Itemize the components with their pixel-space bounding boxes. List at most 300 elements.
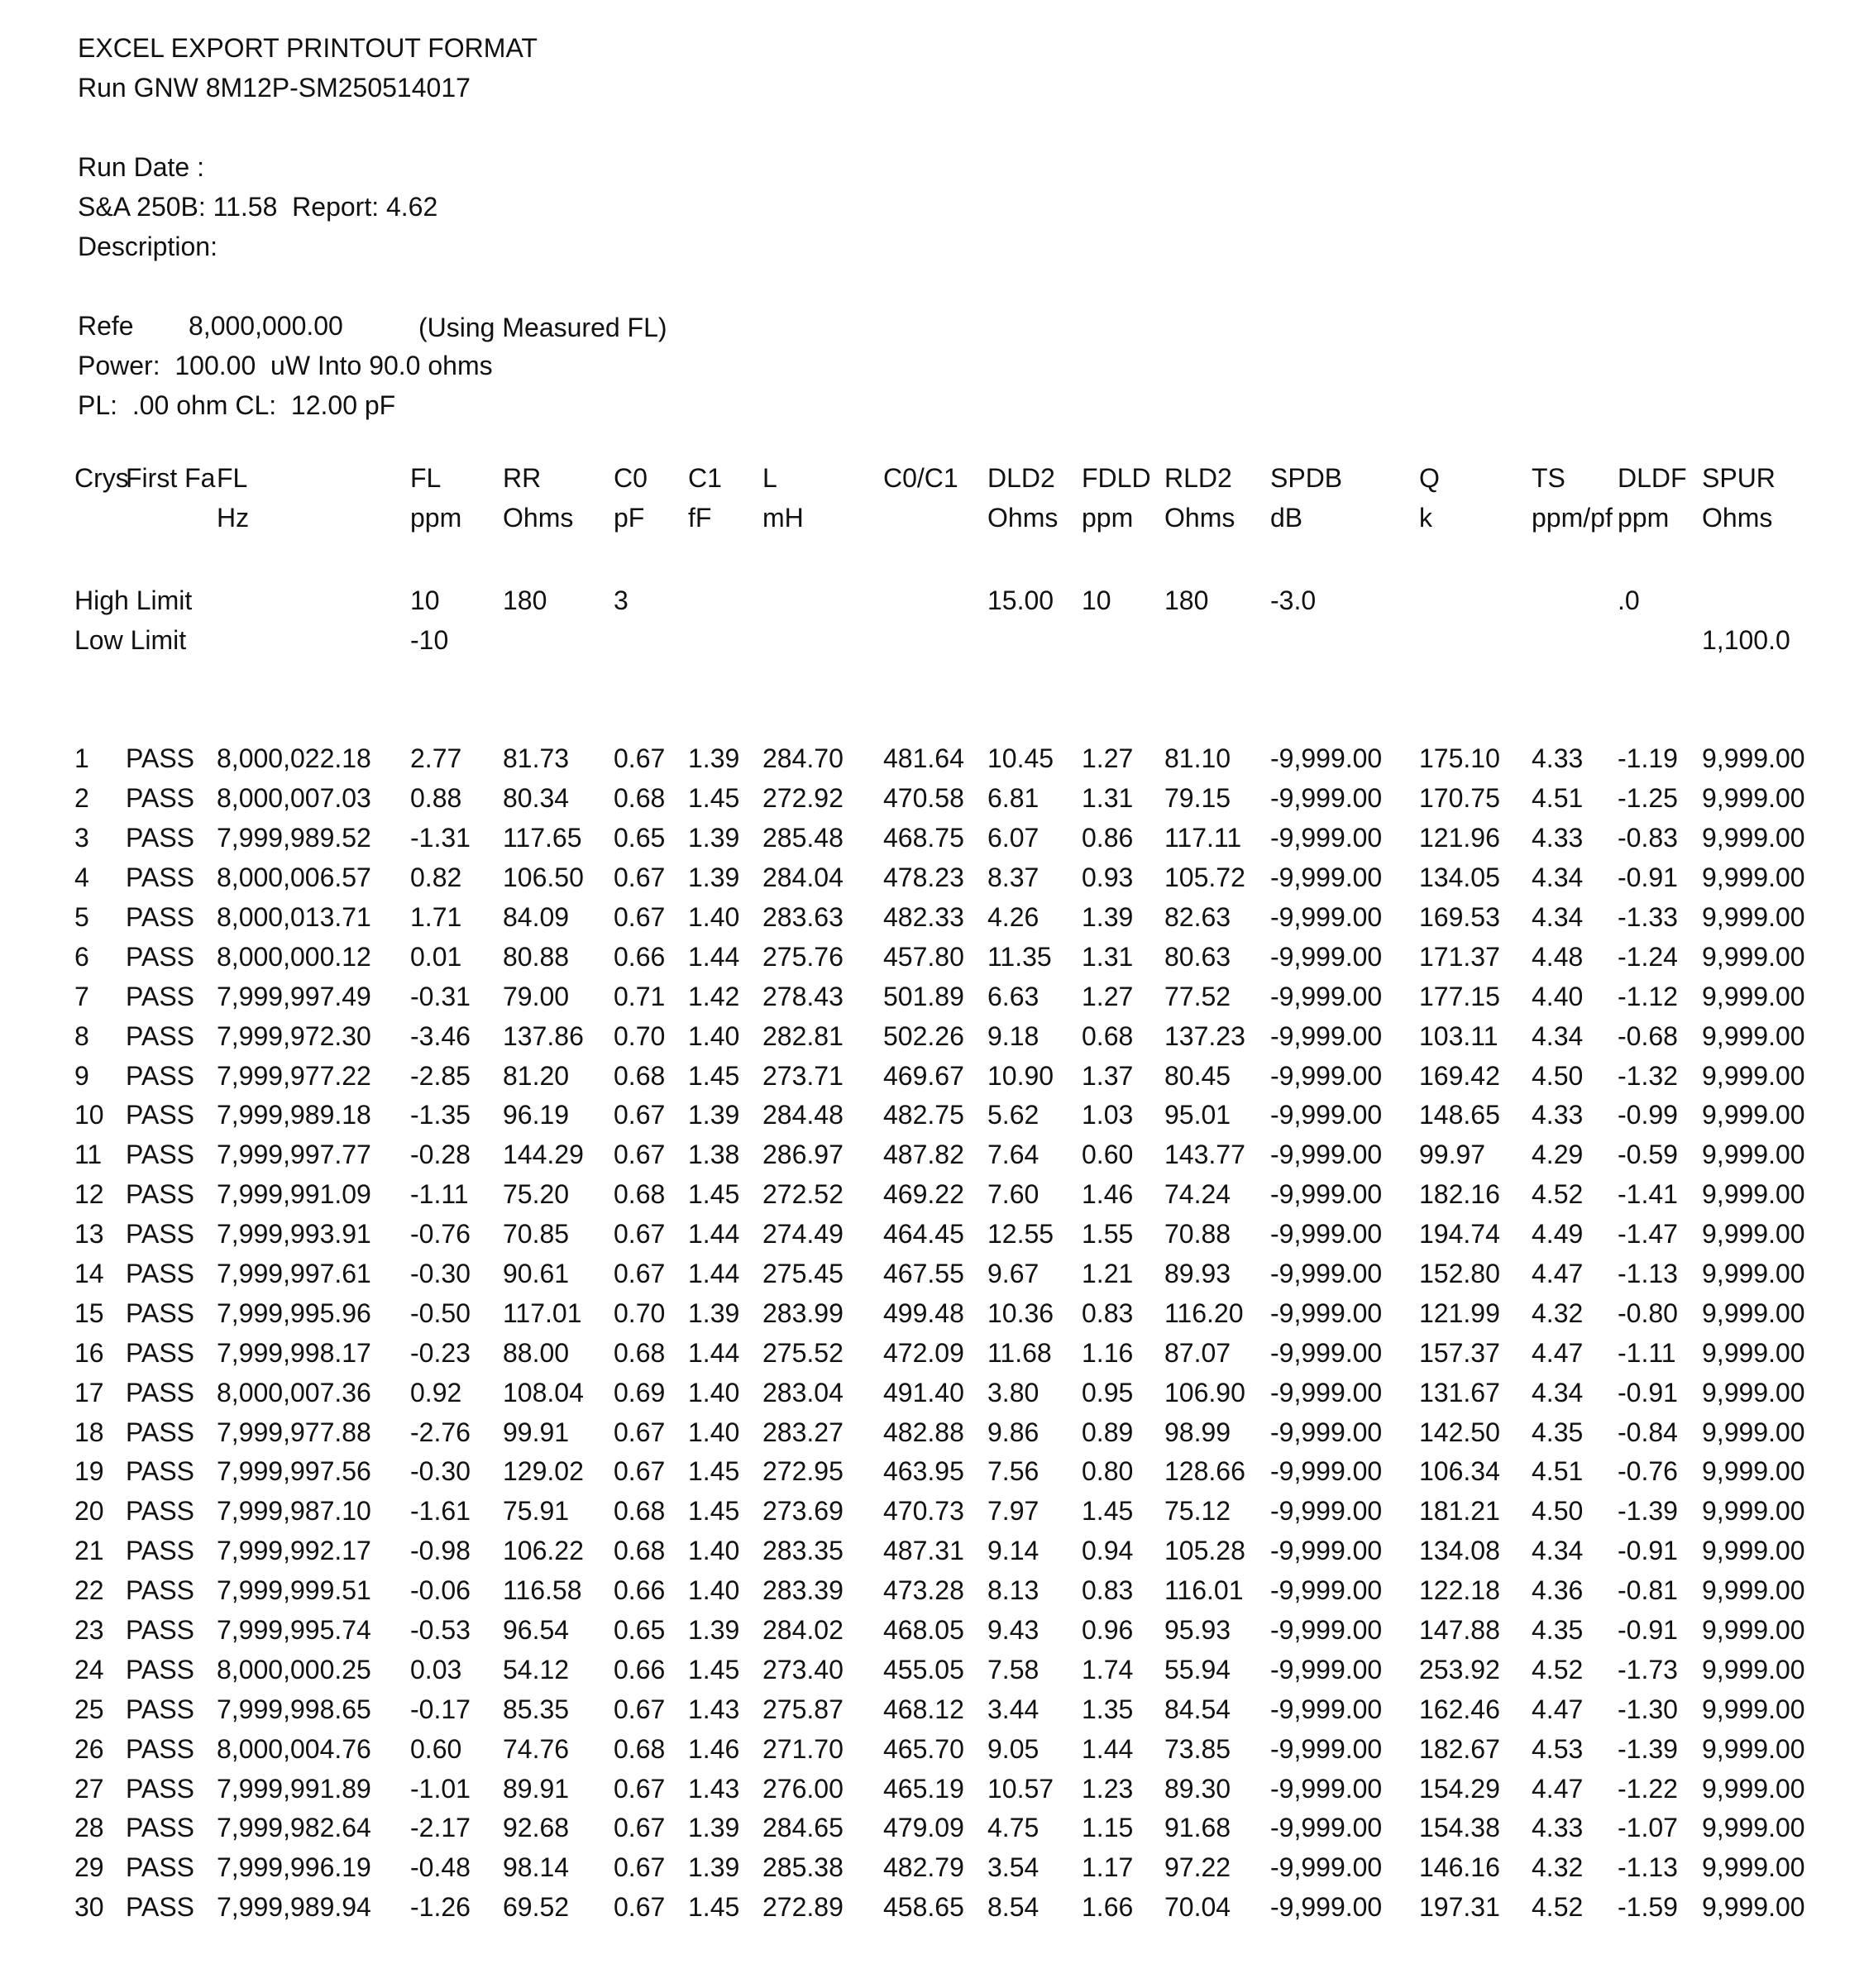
cell-fl-ppm: -0.76	[410, 1219, 471, 1250]
cell-rld2: 82.63	[1164, 902, 1231, 932]
cell-status: PASS	[126, 1733, 194, 1764]
cell-c0: 0.68	[614, 1733, 666, 1764]
cell-c0-c1: 455.05	[883, 1654, 964, 1685]
cell-spdb: -9,999.00	[1270, 1060, 1383, 1091]
cell-fl-hz: 8,000,006.57	[217, 863, 371, 893]
cell-fl-ppm: -0.53	[410, 1615, 471, 1646]
cell-q: 169.42	[1419, 1060, 1500, 1091]
cell-status: PASS	[126, 1060, 194, 1091]
low-limit-l	[762, 620, 883, 660]
load-setting: PL: .00 ohm CL: 12.00 pF	[78, 390, 396, 420]
cell-fdld: 0.83	[1082, 1575, 1134, 1606]
cell-c0: 0.70	[614, 1297, 666, 1328]
table-row	[74, 1135, 1828, 1175]
cell-l: 282.81	[762, 1020, 844, 1051]
high-limit-fl-ppm: 10	[410, 585, 440, 615]
cell-crystal: 11	[74, 1140, 103, 1170]
table-row	[74, 1175, 1828, 1215]
cell-spdb: -9,999.00	[1270, 1892, 1383, 1923]
cell-c1: 1.44	[688, 1337, 740, 1368]
cell-l: 284.48	[762, 1100, 844, 1130]
table-row	[74, 1650, 1828, 1689]
cell-c1: 1.40	[688, 1536, 740, 1566]
cell-dldf: -1.13	[1618, 1259, 1678, 1289]
cell-fl-hz: 8,000,004.76	[217, 1733, 371, 1764]
cell-status: PASS	[126, 1297, 194, 1328]
cell-spur: 9,999.00	[1702, 981, 1805, 1011]
cell-crystal: 26	[74, 1733, 104, 1764]
cell-rr: 75.20	[503, 1179, 570, 1210]
cell-dld2: 9.86	[987, 1417, 1040, 1447]
table-row	[74, 1571, 1828, 1611]
cell-ts: 4.47	[1532, 1259, 1584, 1289]
cell-dldf: -1.59	[1618, 1892, 1678, 1923]
table-row	[74, 1809, 1828, 1848]
cell-crystal: 16	[74, 1337, 104, 1368]
cell-fl-ppm: 0.60	[410, 1733, 462, 1764]
cell-c0-c1: 458.65	[883, 1892, 964, 1923]
cell-c0-c1: 502.26	[883, 1020, 964, 1051]
cell-fl-ppm: -2.85	[410, 1060, 471, 1091]
low-limit-ts	[1532, 620, 1618, 660]
cell-fl-hz: 8,000,000.25	[217, 1654, 371, 1685]
cell-dldf: -1.13	[1618, 1852, 1678, 1883]
cell-status: PASS	[126, 1892, 194, 1923]
cell-status: PASS	[126, 1020, 194, 1051]
cell-crystal: 22	[74, 1575, 104, 1606]
cell-dld2: 11.35	[987, 941, 1052, 972]
table-row	[74, 977, 1828, 1016]
cell-fl-ppm: -2.17	[410, 1813, 471, 1843]
cell-rld2: 77.52	[1164, 981, 1231, 1011]
cell-c1: 1.40	[688, 1417, 740, 1447]
cell-crystal: 21	[74, 1536, 104, 1566]
reference-frequency: 8,000,000.00	[189, 311, 343, 341]
cell-ts: 4.35	[1532, 1417, 1584, 1447]
cell-fl-ppm: 2.77	[410, 743, 462, 774]
cell-ts: 4.52	[1532, 1179, 1584, 1210]
cell-dldf: -1.47	[1618, 1219, 1678, 1250]
cell-spdb: -9,999.00	[1270, 1575, 1383, 1606]
cell-fl-ppm: -0.50	[410, 1297, 471, 1328]
high-limit-crystal: High Limit	[74, 585, 193, 615]
low-limit-dld2	[987, 620, 1082, 660]
low-limit-spdb	[1270, 620, 1419, 660]
cell-fdld: 0.60	[1082, 1140, 1134, 1170]
cell-c1: 1.45	[688, 1892, 740, 1923]
cell-rr: 92.68	[503, 1813, 570, 1843]
cell-dldf: -0.91	[1618, 1615, 1678, 1646]
cell-rld2: 75.12	[1164, 1496, 1231, 1527]
cell-fl-ppm: 0.82	[410, 863, 462, 893]
cell-fdld: 0.94	[1082, 1536, 1134, 1566]
cell-c0-c1: 470.73	[883, 1496, 964, 1527]
cell-l: 275.52	[762, 1337, 844, 1368]
cell-c0-c1: 482.79	[883, 1852, 964, 1883]
cell-spur: 9,999.00	[1702, 1575, 1805, 1606]
cell-rr: 88.00	[503, 1337, 570, 1368]
column-header-rld2: RLD2	[1164, 463, 1232, 493]
cell-ts: 4.34	[1532, 1536, 1584, 1566]
cell-fdld: 0.68	[1082, 1020, 1134, 1051]
cell-c1: 1.40	[688, 902, 740, 932]
low-limit-row	[74, 620, 1828, 660]
high-limit-rr: 180	[503, 585, 547, 615]
cell-dld2: 7.56	[987, 1456, 1040, 1487]
high-limit-c0-c1	[883, 581, 987, 620]
cell-c0: 0.69	[614, 1377, 666, 1407]
cell-c0: 0.66	[614, 1575, 666, 1606]
cell-ts: 4.48	[1532, 941, 1584, 972]
cell-l: 272.95	[762, 1456, 844, 1487]
cell-c0-c1: 482.33	[883, 902, 964, 932]
cell-dld2: 10.57	[987, 1773, 1054, 1804]
cell-status: PASS	[126, 1219, 194, 1250]
low-limit-crystal: Low Limit	[74, 624, 187, 655]
cell-dld2: 8.13	[987, 1575, 1040, 1606]
cell-q: 171.37	[1419, 941, 1500, 972]
cell-rr: 80.34	[503, 783, 570, 814]
cell-spdb: -9,999.00	[1270, 1337, 1383, 1368]
cell-fl-hz: 7,999,987.10	[217, 1496, 371, 1527]
cell-q: 181.21	[1419, 1496, 1500, 1527]
cell-l: 284.65	[762, 1813, 844, 1843]
column-unit-spdb: dB	[1270, 503, 1303, 533]
cell-spdb: -9,999.00	[1270, 1140, 1383, 1170]
cell-l: 272.89	[762, 1892, 844, 1923]
cell-fdld: 1.17	[1082, 1852, 1134, 1883]
cell-q: 134.05	[1419, 863, 1500, 893]
cell-l: 273.69	[762, 1496, 844, 1527]
cell-fl-hz: 7,999,977.22	[217, 1060, 371, 1091]
cell-fl-hz: 7,999,997.49	[217, 981, 371, 1011]
cell-fl-hz: 7,999,997.56	[217, 1456, 371, 1487]
cell-q: 154.38	[1419, 1813, 1500, 1843]
cell-spur: 9,999.00	[1702, 1852, 1805, 1883]
column-header-q: Q	[1419, 463, 1440, 493]
cell-crystal: 7	[74, 981, 89, 1011]
cell-dldf: -0.91	[1618, 1536, 1678, 1566]
cell-c1: 1.39	[688, 743, 740, 774]
cell-status: PASS	[126, 1100, 194, 1130]
cell-rr: 75.91	[503, 1496, 570, 1527]
low-limit-q	[1419, 620, 1532, 660]
cell-c0: 0.71	[614, 981, 666, 1011]
cell-spdb: -9,999.00	[1270, 1496, 1383, 1527]
column-header-c0-c1: C0/C1	[883, 463, 958, 493]
cell-c0: 0.67	[614, 1694, 666, 1724]
column-unit-ts: ppm/pf	[1532, 503, 1613, 533]
cell-spur: 9,999.00	[1702, 1377, 1805, 1407]
cell-spdb: -9,999.00	[1270, 1694, 1383, 1724]
table-row	[74, 1452, 1828, 1492]
high-limit-c1	[688, 581, 762, 620]
table-row	[74, 779, 1828, 819]
cell-status: PASS	[126, 1179, 194, 1210]
cell-c1: 1.45	[688, 783, 740, 814]
cell-c0: 0.68	[614, 783, 666, 814]
cell-c1: 1.39	[688, 863, 740, 893]
column-unit-c0: pF	[614, 503, 645, 533]
cell-dld2: 8.37	[987, 863, 1040, 893]
cell-crystal: 5	[74, 902, 89, 932]
column-unit-c1: fF	[688, 503, 712, 533]
cell-spdb: -9,999.00	[1270, 1417, 1383, 1447]
cell-q: 148.65	[1419, 1100, 1500, 1130]
cell-dldf: -1.39	[1618, 1733, 1678, 1764]
cell-rld2: 73.85	[1164, 1733, 1231, 1764]
cell-spdb: -9,999.00	[1270, 1654, 1383, 1685]
cell-l: 275.45	[762, 1259, 844, 1289]
cell-ts: 4.50	[1532, 1060, 1584, 1091]
cell-rld2: 116.20	[1164, 1297, 1244, 1328]
high-limit-spdb: -3.0	[1270, 585, 1317, 615]
low-limit-c1	[688, 620, 762, 660]
cell-c0-c1: 472.09	[883, 1337, 964, 1368]
table-row	[74, 1848, 1828, 1888]
low-limit-spur: 1,100.0	[1702, 624, 1790, 655]
cell-spur: 9,999.00	[1702, 783, 1805, 814]
cell-dldf: -0.68	[1618, 1020, 1678, 1051]
cell-q: 253.92	[1419, 1654, 1500, 1685]
cell-spur: 9,999.00	[1702, 1060, 1805, 1091]
column-unit-rr: Ohms	[503, 503, 574, 533]
cell-dldf: -0.91	[1618, 1377, 1678, 1407]
cell-ts: 4.34	[1532, 863, 1584, 893]
cell-c0: 0.67	[614, 743, 666, 774]
cell-q: 121.99	[1419, 1297, 1500, 1328]
table-row	[74, 1769, 1828, 1809]
table-row	[74, 1096, 1828, 1135]
cell-fl-hz: 7,999,989.94	[217, 1892, 371, 1923]
cell-dld2: 8.54	[987, 1892, 1040, 1923]
cell-q: 99.97	[1419, 1140, 1486, 1170]
column-unit-status	[126, 503, 217, 542]
cell-crystal: 23	[74, 1615, 104, 1646]
cell-fl-ppm: -1.61	[410, 1496, 471, 1527]
column-unit-dld2: Ohms	[987, 503, 1059, 533]
cell-ts: 4.34	[1532, 1020, 1584, 1051]
cell-c0: 0.65	[614, 1615, 666, 1646]
cell-dldf: -0.83	[1618, 823, 1678, 853]
column-unit-fdld: ppm	[1082, 503, 1134, 533]
cell-crystal: 27	[74, 1773, 104, 1804]
cell-c1: 1.39	[688, 1615, 740, 1646]
cell-spur: 9,999.00	[1702, 743, 1805, 774]
cell-dldf: -1.24	[1618, 941, 1678, 972]
cell-dld2: 9.05	[987, 1733, 1040, 1764]
cell-c0-c1: 465.19	[883, 1773, 964, 1804]
cell-spdb: -9,999.00	[1270, 981, 1383, 1011]
cell-rld2: 95.01	[1164, 1100, 1231, 1130]
cell-spdb: -9,999.00	[1270, 783, 1383, 814]
cell-dld2: 3.54	[987, 1852, 1040, 1883]
cell-spdb: -9,999.00	[1270, 1852, 1383, 1883]
column-unit-spur: Ohms	[1702, 503, 1773, 533]
cell-ts: 4.34	[1532, 902, 1584, 932]
cell-spur: 9,999.00	[1702, 902, 1805, 932]
cell-rr: 129.02	[503, 1456, 584, 1487]
high-limit-dldf: .0	[1618, 585, 1640, 615]
cell-rld2: 137.23	[1164, 1020, 1245, 1051]
cell-fl-hz: 7,999,995.96	[217, 1297, 371, 1328]
cell-fl-ppm: -0.28	[410, 1140, 471, 1170]
cell-q: 154.29	[1419, 1773, 1500, 1804]
cell-rld2: 80.63	[1164, 941, 1231, 972]
cell-c1: 1.44	[688, 1219, 740, 1250]
cell-fdld: 1.27	[1082, 743, 1134, 774]
cell-c0: 0.66	[614, 1654, 666, 1685]
cell-dldf: -1.11	[1618, 1337, 1676, 1368]
cell-ts: 4.53	[1532, 1733, 1584, 1764]
cell-rr: 117.01	[503, 1297, 582, 1328]
high-limit-c0: 3	[614, 585, 629, 615]
cell-rr: 89.91	[503, 1773, 570, 1804]
cell-fl-hz: 8,000,007.36	[217, 1377, 371, 1407]
cell-dldf: -1.22	[1618, 1773, 1678, 1804]
cell-fdld: 1.74	[1082, 1654, 1134, 1685]
table-row	[74, 819, 1828, 858]
cell-fl-ppm: -0.31	[410, 981, 471, 1011]
table-row	[74, 1016, 1828, 1056]
cell-rld2: 79.15	[1164, 783, 1231, 814]
cell-l: 273.40	[762, 1654, 844, 1685]
column-header-spur: SPUR	[1702, 463, 1776, 493]
run-id: Run GNW 8M12P-SM250514017	[78, 73, 471, 103]
cell-c0-c1: 481.64	[883, 743, 964, 774]
cell-crystal: 12	[74, 1179, 104, 1210]
cell-c0: 0.68	[614, 1536, 666, 1566]
table-row	[74, 1254, 1828, 1294]
cell-crystal: 29	[74, 1852, 104, 1883]
cell-c1: 1.39	[688, 1852, 740, 1883]
high-limit-rld2: 180	[1164, 585, 1209, 615]
cell-fl-ppm: 1.71	[410, 902, 462, 932]
cell-dldf: -1.33	[1618, 902, 1678, 932]
cell-ts: 4.33	[1532, 823, 1584, 853]
low-limit-rr	[503, 620, 614, 660]
cell-fl-hz: 7,999,989.52	[217, 823, 371, 853]
cell-fl-hz: 7,999,991.89	[217, 1773, 371, 1804]
cell-rr: 74.76	[503, 1733, 570, 1764]
cell-fdld: 1.15	[1082, 1813, 1134, 1843]
cell-c1: 1.45	[688, 1060, 740, 1091]
cell-q: 142.50	[1419, 1417, 1500, 1447]
cell-dldf: -0.76	[1618, 1456, 1678, 1487]
cell-q: 177.15	[1419, 981, 1500, 1011]
cell-spdb: -9,999.00	[1270, 1377, 1383, 1407]
cell-rld2: 105.72	[1164, 863, 1245, 893]
table-row	[74, 1729, 1828, 1769]
cell-c1: 1.46	[688, 1733, 740, 1764]
cell-l: 284.04	[762, 863, 844, 893]
cell-rld2: 55.94	[1164, 1654, 1231, 1685]
low-limit-fdld	[1082, 620, 1164, 660]
cell-dld2: 7.97	[987, 1496, 1040, 1527]
cell-fdld: 0.93	[1082, 863, 1134, 893]
cell-q: 147.88	[1419, 1615, 1500, 1646]
cell-q: 169.53	[1419, 902, 1500, 932]
table-row	[74, 1689, 1828, 1729]
cell-rr: 81.20	[503, 1060, 570, 1091]
cell-fdld: 0.96	[1082, 1615, 1134, 1646]
cell-ts: 4.36	[1532, 1575, 1584, 1606]
cell-status: PASS	[126, 1852, 194, 1883]
cell-spur: 9,999.00	[1702, 823, 1805, 853]
cell-dld2: 12.55	[987, 1219, 1054, 1250]
cell-fl-hz: 7,999,993.91	[217, 1219, 371, 1250]
cell-spur: 9,999.00	[1702, 1259, 1805, 1289]
cell-fl-ppm: -0.06	[410, 1575, 471, 1606]
cell-dldf: -1.41	[1618, 1179, 1678, 1210]
cell-q: 175.10	[1419, 743, 1500, 774]
cell-crystal: 25	[74, 1694, 104, 1724]
cell-c0: 0.68	[614, 1060, 666, 1091]
cell-q: 106.34	[1419, 1456, 1500, 1487]
cell-rr: 80.88	[503, 941, 570, 972]
cell-rld2: 70.88	[1164, 1219, 1231, 1250]
cell-rr: 137.86	[503, 1020, 584, 1051]
low-limit-rld2	[1164, 620, 1270, 660]
cell-c0-c1: 499.48	[883, 1297, 964, 1328]
cell-q: 157.37	[1419, 1337, 1500, 1368]
cell-spdb: -9,999.00	[1270, 743, 1383, 774]
cell-dld2: 3.44	[987, 1694, 1040, 1724]
cell-fl-ppm: -0.30	[410, 1259, 471, 1289]
cell-l: 286.97	[762, 1140, 844, 1170]
cell-spur: 9,999.00	[1702, 1020, 1805, 1051]
cell-rr: 85.35	[503, 1694, 570, 1724]
cell-rld2: 80.45	[1164, 1060, 1231, 1091]
cell-c1: 1.42	[688, 981, 740, 1011]
cell-ts: 4.40	[1532, 981, 1584, 1011]
cell-fl-ppm: -1.31	[410, 823, 471, 853]
cell-rld2: 98.99	[1164, 1417, 1231, 1447]
cell-rld2: 95.93	[1164, 1615, 1231, 1646]
cell-c0: 0.67	[614, 1456, 666, 1487]
cell-rld2: 106.90	[1164, 1377, 1245, 1407]
column-header-fl-ppm: FL	[410, 463, 442, 493]
cell-q: 194.74	[1419, 1219, 1500, 1250]
column-header-l: L	[762, 463, 777, 493]
cell-ts: 4.32	[1532, 1297, 1584, 1328]
column-unit-rld2: Ohms	[1164, 503, 1235, 533]
cell-c1: 1.40	[688, 1575, 740, 1606]
column-unit-row	[74, 503, 1828, 542]
cell-spur: 9,999.00	[1702, 1694, 1805, 1724]
cell-dld2: 6.81	[987, 783, 1040, 814]
cell-fl-ppm: 0.88	[410, 783, 462, 814]
table-row	[74, 1056, 1828, 1096]
cell-fl-hz: 7,999,995.74	[217, 1615, 371, 1646]
cell-rld2: 84.54	[1164, 1694, 1231, 1724]
cell-q: 131.67	[1419, 1377, 1500, 1407]
cell-crystal: 9	[74, 1060, 89, 1091]
column-header-ts: TS	[1532, 463, 1565, 493]
cell-c0: 0.67	[614, 1773, 666, 1804]
cell-spdb: -9,999.00	[1270, 1536, 1383, 1566]
low-limit-dldf	[1618, 620, 1702, 660]
cell-fl-ppm: -2.76	[410, 1417, 471, 1447]
low-limit-fl-hz	[217, 620, 410, 660]
cell-spdb: -9,999.00	[1270, 1179, 1383, 1210]
cell-c0-c1: 482.88	[883, 1417, 964, 1447]
cell-fl-hz: 7,999,997.77	[217, 1140, 371, 1170]
cell-ts: 4.51	[1532, 1456, 1584, 1487]
cell-crystal: 13	[74, 1219, 104, 1250]
table-row	[74, 1532, 1828, 1571]
table-row	[74, 937, 1828, 977]
